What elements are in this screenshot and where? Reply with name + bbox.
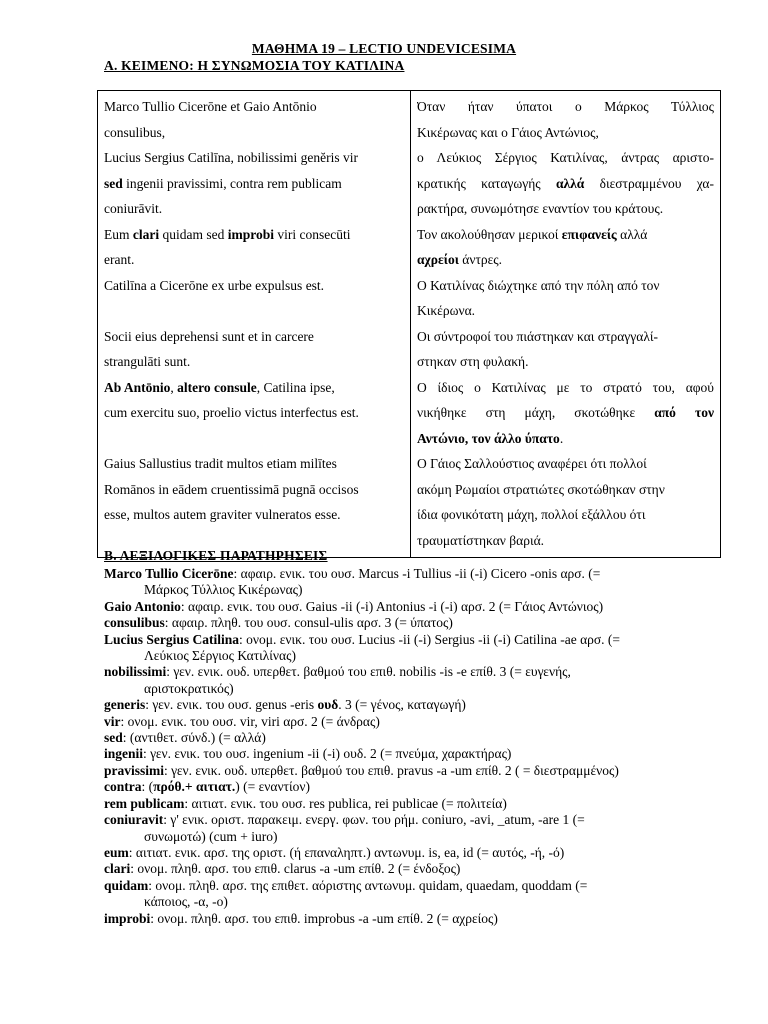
greek-line: Κικέρωνας και ο Γάιος Αντώνιος, [417,124,599,140]
greek-bold-word: Αντώνιο, τον άλλο ύπατο [417,430,560,446]
vocab-definition: : ονομ. πληθ. αρσ. του επιθ. improbus -a -um επίθ. 2 (= αχρείος) [150,910,498,926]
latin-bold-word: Ab Antōnio [104,379,171,395]
latin-line: Gaius Sallustius tradit multos etiam milītes [104,456,337,471]
latin-line [104,222,404,248]
greek-line: ο Λεύκιος Σέργιος Κατιλίνας, άντρας αριστο- [417,150,714,165]
greek-line [417,426,714,452]
vocab-entry [104,911,724,927]
vocab-entry [104,796,724,812]
latin-line: Romānos in eādem cruentissimā pugnā occisos [104,481,359,497]
vocab-term: coniuravit [104,812,164,828]
vocab-term: rem publicam [104,795,185,811]
latin-text: Eum [104,226,133,242]
vocab-definition: : ονομ. πληθ. αρσ. του επιθ. clarus -a -um επίθ. 2 (= ένδοξος) [130,861,461,877]
vocab-entry [104,714,724,730]
greek-line [417,171,714,197]
latin-line: consulibus, [104,124,166,140]
parallel-text-table [97,90,721,558]
vocab-definition: : γ' ενικ. οριστ. παρακειμ. ενεργ. φων. του ρήμ. coniuro, -avi, _atum, -are 1 (= [163,812,585,828]
greek-line: Ο Γάιος Σαλλούστιος αναφέρει ότι πολλοί [417,456,647,471]
vocab-term: generis [104,697,146,713]
vocab-definition: : αιτιατ. ενικ. αρσ. της οριστ. (ή επαναληπτ.) αντωνυμ. is, ea, id (= αυτός, -ή, -ό) [128,844,565,860]
latin-line [104,171,404,197]
vocab-definition: : αιτιατ. ενικ. του ουσ. res publica, rei publicae (= πολιτεία) [184,795,507,811]
vocab-term: pravissimi [104,762,165,778]
vocab-term: sed [104,730,123,746]
latin-line: Catilīna a Cicerōne ex urbe expulsus est. [104,277,325,293]
vocab-entry [104,779,724,795]
greek-text: . [559,430,564,446]
greek-line [417,400,714,426]
vocab-continuation: συνωμοτώ) (cum + iuro) [144,828,278,844]
section-b-heading: Β. ΛΕΞΙΛΟΓΙΚΕΣ ΠΑΡΑΤΗΡΗΣΕΙΣ [104,548,328,563]
greek-line: Ο Κατιλίνας διώχτηκε από την πόλη από τον [417,277,660,293]
blank-line [104,298,404,324]
greek-line: τραυματίστηκαν βαριά. [417,532,545,548]
latin-bold-word: clari [132,226,160,242]
vocab-definition: : ονομ. ενικ. του ουσ. vir, viri αρσ. 2 (= άνδρας) [120,713,380,729]
latin-line: coniurāvit. [104,201,163,216]
greek-text: διεστραμμένου χα- [584,175,714,191]
blank-line [104,426,404,452]
vocab-entry [104,763,724,779]
latin-line: cum exercitu suo, proelio victus interfectus est. [104,405,359,420]
vocab-term: Lucius Sergius Catilina [104,631,240,647]
greek-text: άντρες. [458,252,502,267]
latin-bold-word: improbi [227,226,275,242]
vocab-definition: : γεν. ενικ. ουδ. υπερθετ. βαθμού του επιθ. nobilis -is -e επίθ. 3 (= ευγενής, [166,664,571,680]
vocab-term: nobilissimi [104,664,167,680]
latin-line: esse, multos autem graviter vulneratos esse. [104,507,341,522]
vocab-definition: : (αντιθετ. σύνδ.) (= αλλά) [122,730,266,746]
vocab-entry [104,697,724,713]
vocab-continuation: Μάρκος Τύλλιος Κικέρωνας) [144,582,303,598]
greek-line: Ο ίδιος ο Κατιλίνας με το στρατό του, αφού [417,379,714,395]
vocab-entry [104,845,724,861]
vocab-definition: : ( [141,779,154,795]
greek-bold-word: αλλά [555,175,585,191]
greek-line [417,247,714,273]
vocab-entry [104,566,724,599]
vocabulary-list [104,566,724,927]
latin-text-cell [98,91,411,558]
latin-line [104,375,404,401]
vocab-entry [104,878,724,911]
greek-text: κρατικής καταγωγής [417,175,556,191]
greek-translation-cell [411,91,721,558]
latin-bold-word: sed [104,175,123,191]
vocab-term: Marco Tullio Cicerōne [104,566,234,581]
vocab-term: clari [104,861,131,877]
greek-line: Όταν ήταν ύπατοι ο Μάρκος Τύλλιος [417,99,714,114]
vocab-entry [104,615,724,631]
vocab-entry [104,730,724,746]
vocab-definition: : γεν. ενικ. ουδ. υπερθετ. βαθμού του επιθ. pravus -a -um επίθ. 2 ( = διεστραμμένος) [164,762,619,778]
greek-text: νικήθηκε στη μάχη, σκοτώθηκε [417,405,655,420]
vocab-definition: : αφαιρ. ενικ. του ουσ. Gaius -ii (-i) Antonius -i (-i) αρσ. 2 (= Γάιος Αντώνιος) [180,598,604,614]
vocab-term: quidam [104,877,149,893]
vocab-continuation: Λεύκιος Σέργιος Κατιλίνας) [144,648,296,664]
latin-text: quidam sed [159,226,228,242]
lesson-title: ΜΑΘΗΜΑ 19 – LECTIO UNDEVICESIMA [251,41,517,56]
greek-bold-word: αχρείοι [417,252,459,267]
greek-line: Κικέρωνα. [417,303,476,318]
latin-line: Lucius Sergius Catilīna, nobilissimi genĕris vir [104,150,358,165]
vocab-definition: ) (= εναντίον) [235,779,310,795]
greek-bold-word: από τον [654,405,714,420]
vocab-term: ingenii [104,746,144,762]
vocab-definition: : γεν. ενικ. του ουσ. genus -eris [145,697,318,713]
vocab-entry [104,861,724,877]
vocab-term: improbi [104,910,151,926]
vocab-definition: : ονομ. ενικ. του ουσ. Lucius -ii (-i) Sergius -ii (-i) Catilina -ae αρσ. (= [239,631,621,647]
vocab-entry [104,664,724,697]
vocab-entry [104,746,724,762]
latin-text: ingenii pravissimi, contra rem publicam [122,175,342,191]
section-a-heading: Α. ΚΕΙΜΕΝΟ: Η ΣΥΝΩΜΟΣΙΑ ΤΟΥ ΚΑΤΙΛΙΝΑ [104,58,405,73]
vocab-definition: : αφαιρ. πληθ. του ουσ. consul-ulis αρσ. 3 (= ύπατος) [164,615,453,631]
vocab-term: eum [104,844,129,860]
greek-line: στηκαν στη φυλακή. [417,354,529,369]
vocab-continuation: κάποιος, -α, -ο) [144,894,228,910]
greek-bold-word: επιφανείς [561,226,617,242]
vocab-continuation: αριστοκρατικός) [144,680,234,696]
vocab-term: consulibus [104,615,165,631]
greek-line [417,222,714,248]
vocab-definition: : ονομ. πληθ. αρσ. της επιθετ. αόριστης αντωνυμ. quidam, quaedam, quoddam (= [148,877,588,893]
vocab-term: contra [104,779,142,795]
latin-line: erant. [104,252,135,267]
vocab-entry [104,632,724,665]
vocab-definition: : γεν. ενικ. του ουσ. ingenium -ii (-i) ουδ. 2 (= πνεύμα, χαρακτήρας) [143,746,512,762]
vocab-entry [104,812,724,845]
vocab-entry [104,599,724,615]
vocab-definition: . 3 (= γένος, καταγωγή) [338,697,466,713]
greek-line: ίδια φονικότατη μάχη, πολλοί εξάλλου ότι [417,507,646,522]
vocab-term: Gaio Antonio [104,598,181,614]
greek-text: αλλά [616,226,648,242]
greek-line: ρακτήρα, συνωμότησε εναντίον του κράτους. [417,201,664,216]
vocab-bold-word: πρόθ.+ αιτιατ. [153,779,236,795]
greek-text: Τον ακολούθησαν μερικοί [417,226,562,242]
latin-text: , Catilina ipse, [256,379,335,395]
latin-text: , [170,379,178,395]
vocab-definition: : αφαιρ. ενικ. του ουσ. Marcus -i Tullius -ii (-i) Cicero -onis αρσ. (= [233,566,601,581]
greek-line: Οι σύντροφοί του πιάστηκαν και στραγγαλί- [417,328,658,344]
latin-text: viri consecūti [274,226,351,242]
latin-line: strangulāti sunt. [104,354,191,369]
vocab-term: vir [104,713,121,729]
latin-bold-word: altero consule [177,379,257,395]
greek-line: ακόμη Ρωμαίοι στρατιώτες σκοτώθηκαν στην [417,481,665,497]
latin-line: Socii eius deprehensi sunt et in carcere [104,328,314,344]
latin-line: Marco Tullio Cicerōne et Gaio Antōnio [104,99,317,114]
vocab-bold-word: ουδ [317,697,339,713]
